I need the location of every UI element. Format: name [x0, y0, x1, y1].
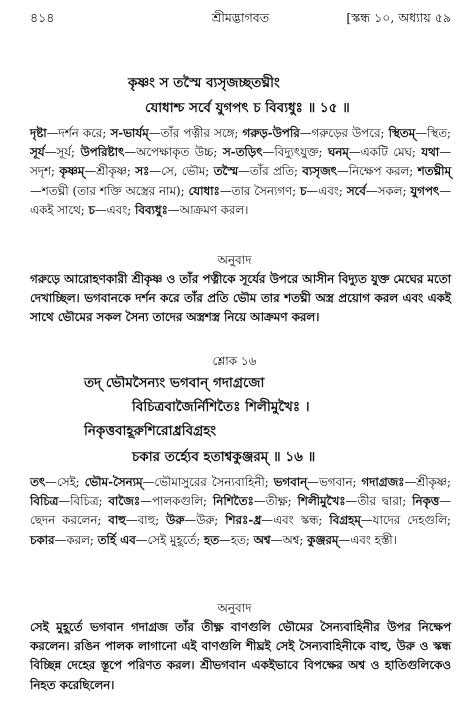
synonym-word: বিগ্রহম্	[329, 513, 361, 528]
synonym-meaning: —সেই মুহূর্তে;	[135, 532, 204, 547]
verse-15-line-2: যোধাশ্চ সর্বে যুগপৎ চ বিব্যধুঃ ॥ ১৫ ॥	[145, 100, 350, 116]
synonym-word: স-ভার্যম্	[110, 126, 149, 140]
synonym-meaning: —ভগবান;	[307, 475, 362, 489]
verse-16-line-1: তদ্ ভৌমসৈন্যং ভগবান্ গদাগ্রজো	[84, 375, 265, 391]
synonym-word: স-তড়িৎ	[222, 145, 263, 160]
synonym-meaning: —একটি মেঘ;	[348, 145, 422, 160]
synonym-meaning: —যাদের দেহগুলি;	[360, 513, 451, 528]
synonym-meaning: —সেই;	[45, 475, 85, 489]
synonym-word: সূর্য	[30, 145, 45, 160]
synonym-word: চ	[88, 202, 95, 217]
synonym-word: শিরঃ-ধ্র	[225, 513, 262, 528]
synonym-meaning: —তাঁর প্রতি;	[238, 164, 303, 179]
synonym-word: ভৌম-সৈন্যম্	[84, 475, 143, 489]
synonym-meaning: —এবং;	[94, 202, 135, 217]
synonym-meaning: —পালকগুলি;	[140, 494, 213, 509]
synonym-meaning: —নিক্ষেপ করল;	[336, 164, 418, 179]
synonym-word: সঃ	[135, 164, 150, 179]
synonym-word: স্থিতম্	[388, 126, 416, 140]
page-header	[30, 10, 451, 30]
synonyms-15	[30, 124, 451, 220]
synonym-meaning: —বাহু;	[125, 513, 167, 528]
synonym-meaning: —শ্রীকৃষ্ণ;	[404, 475, 451, 489]
synonym-meaning: —শতঘ্নী (তার শক্তি অস্ত্রের নাম);	[30, 183, 189, 198]
synonym-word: গরুড়-উপরি	[242, 126, 300, 140]
synonym-word: সর্বে	[346, 183, 366, 198]
synonym-meaning: —সকল;	[365, 183, 411, 198]
verse-16-line-2: বিচিত্রবাজৈর্নিশিতৈঃ শিলীমুখৈঃ ।	[132, 399, 310, 415]
synonym-meaning: —তীক্ষ্ণ;	[253, 494, 298, 509]
synonym-meaning: —দর্শন করে;	[46, 126, 111, 140]
synonym-word: বিচিত্র	[30, 494, 59, 509]
verse-16-line-3: নিকৃত্তবাহূরুশিরোধ্রবিগ্রহং	[84, 423, 217, 439]
synonym-meaning: —হত;	[219, 532, 254, 547]
synonym-word: অশ্ব	[253, 532, 271, 547]
synonym-meaning: —অশ্ব;	[270, 532, 308, 547]
synonym-meaning: —ভৌমাসুরের সৈন্যবাহিনী;	[142, 475, 274, 489]
translation-15: গরুড়ে আরোহণকারী শ্রীকৃষ্ণ ও তাঁর পত্নীকে সূর্যের উপরে আসীন বিদ্যুত যুক্ত মেঘের মতো দেখাচ্ছিল। ভগবানকে দর্শন করে তাঁর প্রতি ভৌম তার শতঘ্নী অস্ত্র প্রয়োগ করল এবং একই সাথে ভৌমের সকল সৈন্য তাদের অস্ত্রশস্ত্র নিয়ে আক্রমণ করল।	[30, 272, 451, 325]
page-number: ৪১৪	[30, 10, 55, 25]
running-header: [স্কন্ধ ১০, অধ্যায় ৫৯	[346, 10, 451, 25]
synonym-meaning: —করল;	[54, 532, 98, 547]
synonym-meaning: —সূর্য;	[44, 145, 81, 160]
synonym-meaning: —গরুড়ের উপরে;	[299, 126, 389, 140]
verse-16-line-4: চকার তর্হ্যেব হতাশ্বকুঞ্জরম্ ॥ ১৬ ॥	[132, 449, 316, 465]
synonym-word: যুগপৎ	[410, 183, 440, 198]
synonym-meaning: —এবং স্কন্ধ;	[261, 513, 330, 528]
synonym-word: উপরিষ্টাৎ	[80, 145, 125, 160]
synonym-meaning: —তার সৈন্যগণ;	[219, 183, 301, 198]
synonym-meaning: —এবং হস্তী।	[338, 532, 397, 547]
synonym-meaning: —উরু;	[184, 513, 226, 528]
synonym-word: গদাগ্রজঃ	[361, 475, 405, 489]
synonym-word: শতঘ্নীম্	[417, 164, 452, 179]
synonym-word: বাজৈঃ	[108, 494, 141, 509]
synonym-meaning: —স্থিত;	[415, 126, 451, 140]
translation-16: সেই মুহূর্তে ভগবান গদাগ্রজ তাঁর তীক্ষ্ণ বাণগুলি ভৌমের সৈন্যবাহিনীর উপর নিক্ষেপ করলেন। রঙিন পালক লাগানো এই বাণগুলি শীঘ্রই সেই সৈন্যবাহিনীকে বাহু, উরু ও স্কন্ধ বিচ্ছিন্ন দেহের স্তূপে পরিণত করল। শ্রীভগবান একইভাবে বিপক্ষের অশ্ব ও হাতিগুলিকেও নিহত করেছিলেন।	[30, 620, 451, 692]
synonym-word: তৎ	[30, 475, 46, 489]
synonym-word: নিকৃত্ত	[412, 494, 440, 509]
translation-heading-15: অনুবাদ	[217, 253, 252, 267]
synonym-meaning: —তীর দ্বারা;	[345, 494, 413, 509]
translation-heading-16: অনুবাদ	[217, 601, 252, 615]
synonym-word: কৃষ্ণম্	[59, 164, 85, 179]
synonym-meaning: —তাঁর পত্নীর সঙ্গে;	[148, 126, 243, 140]
synonym-word: তর্হি এব	[97, 532, 136, 547]
synonym-meaning: —বিদ্যুৎযুক্ত;	[262, 145, 328, 160]
synonyms-16	[30, 473, 451, 550]
synonym-word: ঘনম্	[327, 145, 349, 160]
verse-15-line-1: কৃষ্ণং স তস্মৈ ব্যসৃজচ্ছতঘ্নীং	[128, 75, 280, 91]
synonym-word: যথা	[421, 145, 440, 160]
synonym-word: বিব্যধুঃ	[134, 202, 168, 217]
synonym-meaning: —এবং;	[306, 183, 347, 198]
synonym-meaning: —বিচিত্র;	[58, 494, 109, 509]
synonym-meaning: —অপেক্ষাকৃত উচ্চ;	[124, 145, 223, 160]
synonym-word: চ	[300, 183, 307, 198]
sloka-heading-16: শ্লোক ১৬	[212, 354, 257, 368]
synonym-word: কুঞ্জরম্	[307, 532, 339, 547]
synonym-word: চকার	[30, 532, 55, 547]
synonym-word: তস্মৈ	[213, 164, 239, 179]
synonym-word: ভগবান্	[273, 475, 308, 489]
synonym-meaning: —সে, ভৌম;	[149, 164, 214, 179]
synonym-meaning: —সদৃশ;	[30, 145, 451, 179]
synonym-word: দৃষ্টা	[30, 126, 47, 140]
book-title: শ্রীমদ্ভাগবত	[211, 10, 270, 25]
synonym-meaning: —ছেদন করলেন;	[30, 494, 451, 528]
synonym-word: যোধাঃ	[188, 183, 220, 198]
synonym-meaning: —আক্রমণ করল।	[167, 202, 249, 217]
synonym-word: হত	[204, 532, 220, 547]
synonym-word: ব্যসৃজৎ	[302, 164, 337, 179]
synonym-word: শিলীমুখৈঃ	[297, 494, 346, 509]
synonym-word: উরু	[166, 513, 185, 528]
synonym-word: নিশিতৈঃ	[212, 494, 254, 509]
synonym-meaning: —শ্রীকৃষ্ণ;	[84, 164, 136, 179]
synonym-word: বাহু	[108, 513, 126, 528]
synonym-meaning: —একই সাথে;	[30, 183, 451, 217]
